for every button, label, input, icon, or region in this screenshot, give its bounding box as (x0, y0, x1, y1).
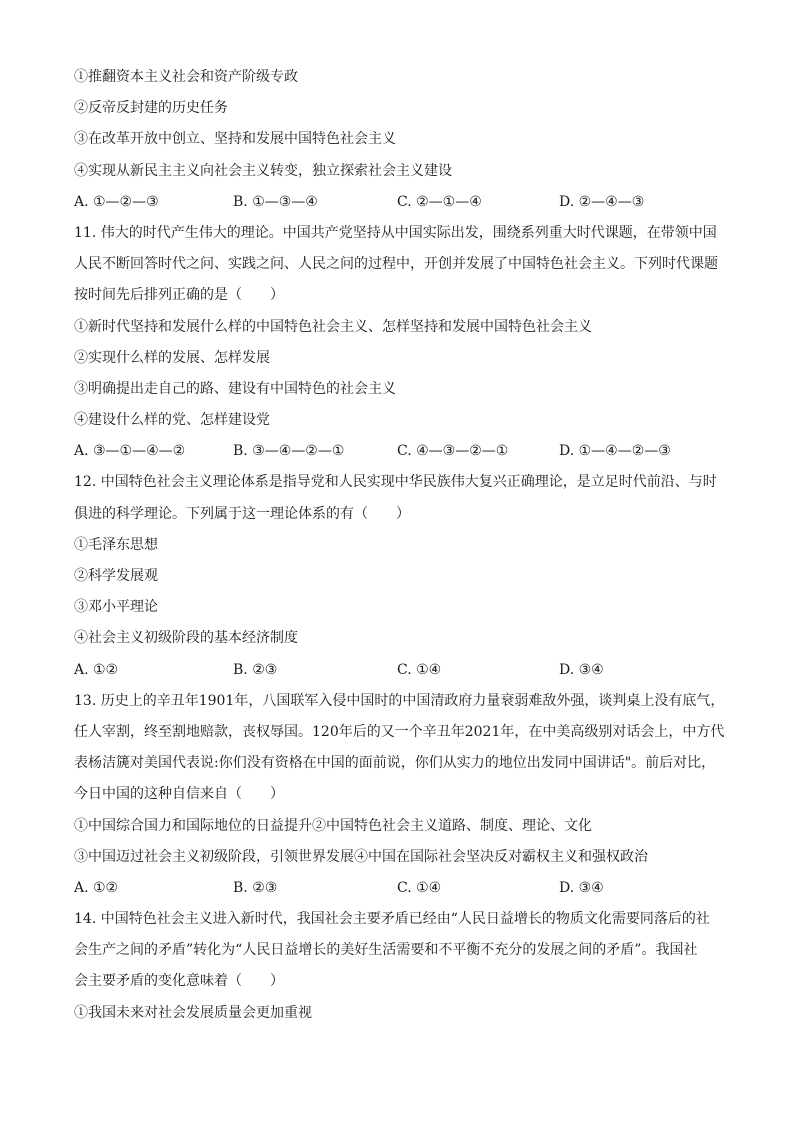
question-stem: 会生产之间的矛盾”转化为“人民日益增长的美好生活需要和不平衡不充分的发展之间的矛盾”。我国社 (74, 942, 698, 959)
choice-item: ③邓小平理论 (74, 599, 158, 616)
question-stem: 14. 中国特色社会主义进入新时代，我国社会主要矛盾已经由“人民日益增长的物质文化需要同落后的社 (74, 911, 710, 928)
choice-item: ①毛泽东思想 (74, 536, 158, 553)
question-stem: 表杨洁篪对美国代表说:你们没有资格在中国的面前说，你们从实力的地位出发同中国讲话"。前后对比， (74, 755, 716, 772)
exam-page (74, 62, 724, 1029)
choice-item: ④建设什么样的党、怎样建设党 (74, 412, 270, 429)
option-d[interactable]: D. ③④ (559, 879, 604, 896)
question-12 (74, 467, 724, 685)
option-a[interactable]: A. ③—①—④—② (74, 443, 186, 460)
option-a[interactable]: A. ①② (74, 661, 119, 678)
answer-options (74, 436, 724, 467)
option-d[interactable]: D. ③④ (559, 661, 604, 678)
option-c[interactable]: C. ①④ (397, 879, 442, 896)
option-b[interactable]: B. ③—④—②—① (233, 443, 345, 460)
option-a[interactable]: A. ①—②—③ (74, 193, 159, 210)
choice-item: ②实现什么样的发展、怎样发展 (74, 349, 270, 366)
option-c[interactable]: C. ①④ (397, 661, 442, 678)
choice-item: ④实现从新民主主义向社会主义转变，独立探索社会主义建设 (74, 162, 452, 179)
option-a[interactable]: A. ①② (74, 879, 119, 896)
question-stem: 今日中国的这种自信来自（ ） (74, 786, 284, 803)
option-c[interactable]: C. ②—①—④ (397, 193, 482, 210)
choice-item: ①推翻资本主义社会和资产阶级专政 (74, 69, 298, 85)
question-stem: 人民不断回答时代之问、实践之问、人民之问的过程中，开创并发展了中国特色社会主义。下列时代课题 (74, 256, 718, 273)
choice-item: ①新时代坚持和发展什么样的中国特色社会主义、怎样坚持和发展中国特色社会主义 (74, 318, 592, 335)
question-stem: 11. 伟大的时代产生伟大的理论。中国共产党坚持从中国实际出发，围绕系列重大时代课题，在带领中国 (74, 224, 717, 241)
choice-item: ④社会主义初级阶段的基本经济制度 (74, 630, 298, 647)
question-stem: 俱进的科学理论。下列属于这一理论体系的有（ ） (74, 505, 410, 522)
option-b[interactable]: B. ①—③—④ (233, 193, 318, 210)
option-b[interactable]: B. ②③ (233, 879, 278, 896)
question-stem: 会主要矛盾的变化意味着（ ） (74, 973, 284, 990)
choice-item: ③明确提出走自己的路、建设有中国特色的社会主义 (74, 380, 396, 397)
question-10 (74, 62, 724, 218)
answer-options (74, 873, 724, 904)
option-c[interactable]: C. ④—③—②—① (397, 443, 509, 460)
choice-item: ③中国迈过社会主义初级阶段，引领世界发展④中国在国际社会坚决反对霸权主义和强权政治 (74, 848, 648, 865)
question-stem: 12. 中国特色社会主义理论体系是指导党和人民实现中华民族伟大复兴正确理论，是立足时代前沿、与时 (74, 474, 717, 491)
question-14 (74, 904, 724, 1029)
question-stem: 任人宰割，终至割地赔款，丧权辱国。120年后的又一个辛丑年2021年，在中美高级别对话会上，中方代 (74, 723, 725, 740)
choice-item: ②科学发展观 (74, 568, 158, 584)
choice-item: ②反帝反封建的历史任务 (74, 100, 228, 117)
choice-item: ①我国未来对社会发展质量会更加重视 (74, 1004, 312, 1021)
question-stem: 按时间先后排列正确的是（ ） (74, 287, 284, 304)
option-b[interactable]: B. ②③ (233, 661, 278, 678)
answer-options (74, 655, 724, 686)
question-13 (74, 686, 724, 904)
option-d[interactable]: D. ①—④—②—③ (559, 443, 671, 460)
answer-options (74, 187, 724, 218)
question-stem: 13. 历史上的辛丑年1901年，八国联军入侵中国时的中国清政府力量衰弱难敌外强，谈判桌上没有底气， (74, 692, 725, 709)
choice-item: ③在改革开放中创立、坚持和发展中国特色社会主义 (74, 131, 396, 148)
option-d[interactable]: D. ②—④—③ (559, 193, 645, 210)
question-11 (74, 218, 724, 468)
choice-item: ①中国综合国力和国际地位的日益提升②中国特色社会主义道路、制度、理论、文化 (74, 817, 592, 834)
